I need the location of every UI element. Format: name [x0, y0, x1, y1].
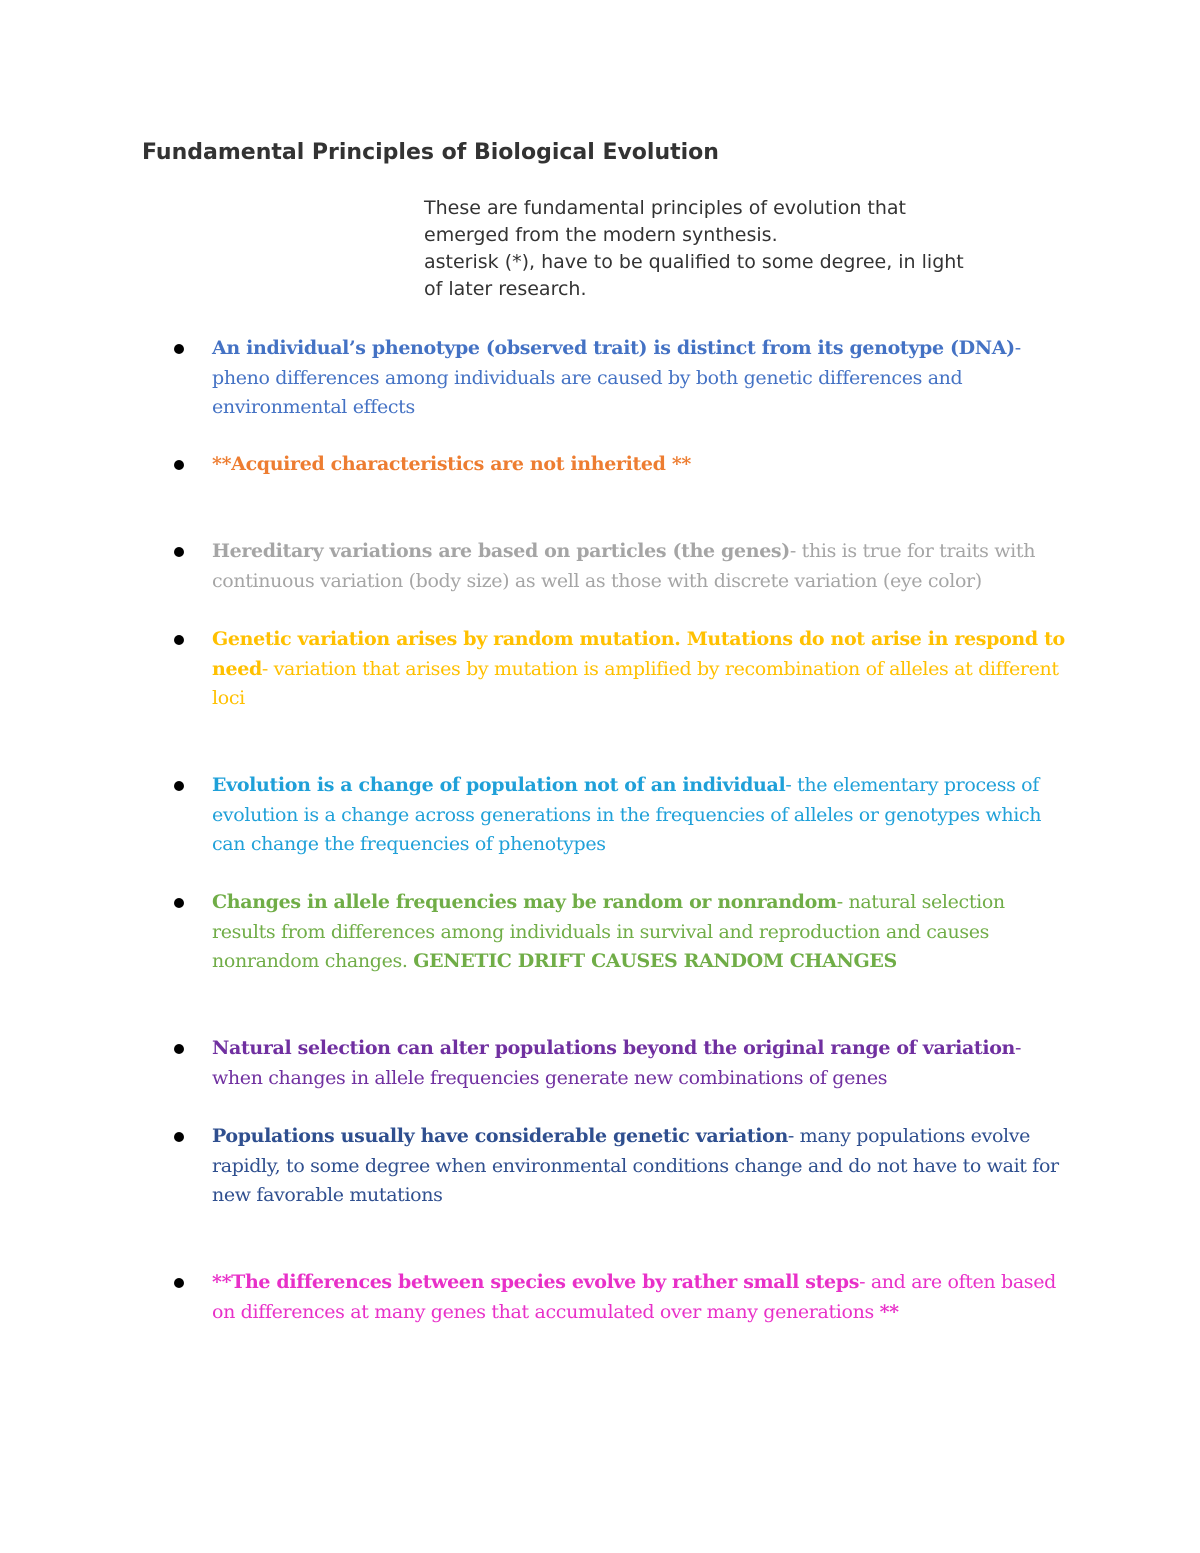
principle-item	[212, 625, 1072, 714]
principle-heading: Genetic variation arises by random mutation. Mutations do not arise in respond to need	[212, 628, 1065, 680]
principle-detail: - variation that arises by mutation is amplified by recombination of alleles at different loci	[212, 657, 1059, 709]
bullet-icon	[174, 781, 184, 791]
principle-item	[212, 537, 1072, 596]
bullet-icon	[174, 460, 184, 470]
principle-heading: Hereditary variations are based on particles (the genes)	[212, 540, 790, 562]
principle-detail: - and are often based on differences at many genes that accumulated over many generations	[212, 1271, 1056, 1323]
principle-heading: Changes in allele frequencies may be random or nonrandom	[212, 891, 837, 913]
bullet-icon	[174, 1278, 184, 1288]
bullet-icon	[174, 547, 184, 557]
bullet-icon	[174, 344, 184, 354]
principle-heading: Evolution is a change of population not of an individual	[212, 774, 786, 796]
principle-item	[212, 1034, 1072, 1093]
principle-heading: Populations usually have considerable genetic variation	[212, 1125, 788, 1147]
principle-heading: Natural selection can alter populations beyond the original range of variation	[212, 1037, 1015, 1059]
principle-item	[212, 1268, 1072, 1327]
principle-detail: - when changes in allele frequencies generate new combinations of genes	[212, 1037, 1022, 1089]
principle-heading: **Acquired characteristics are not inherited **	[212, 453, 691, 475]
document-title: Fundamental Principles of Biological Evolution	[142, 140, 719, 165]
principle-detail: - many populations evolve rapidly, to some degree when environmental conditions change and do not have to wait for new favorable mutations	[212, 1125, 1059, 1206]
bullet-icon	[174, 1044, 184, 1054]
principle-item	[212, 334, 1072, 423]
intro-line: emerged from the modern synthesis.	[424, 224, 778, 246]
principle-item	[212, 888, 1072, 977]
principle-item	[212, 450, 1072, 480]
intro-paragraph	[424, 195, 1064, 303]
bullet-icon	[174, 1132, 184, 1142]
intro-line: These are fundamental principles of evolution that	[424, 197, 906, 219]
intro-line: of later research.	[424, 278, 587, 300]
principle-detail: - pheno differences among individuals are caused by both genetic differences and environmental effects	[212, 337, 1021, 418]
principle-emphasis: **	[879, 1300, 899, 1323]
bullet-icon	[174, 898, 184, 908]
principle-heading: **The differences between species evolve by rather small steps	[212, 1271, 860, 1293]
principle-detail: - the elementary process of evolution is a change across generations in the frequencies of alleles or genotypes which can change the frequencies of phenotypes	[212, 774, 1042, 855]
principle-detail: - this is true for traits with continuous variation (body size) as well as those with discrete variation (eye color)	[212, 540, 1036, 592]
principle-item	[212, 1122, 1072, 1211]
bullet-icon	[174, 635, 184, 645]
intro-line: asterisk (*), have to be qualified to some degree, in light	[424, 251, 964, 273]
principle-emphasis: GENETIC DRIFT CAUSES RANDOM CHANGES	[413, 950, 897, 972]
principle-item	[212, 771, 1072, 860]
principle-detail: - natural selection results from differences among individuals in survival and reproduction and causes nonrandom changes.	[212, 891, 1005, 972]
principle-heading: An individual’s phenotype (observed trait) is distinct from its genotype (DNA)	[212, 337, 1015, 359]
